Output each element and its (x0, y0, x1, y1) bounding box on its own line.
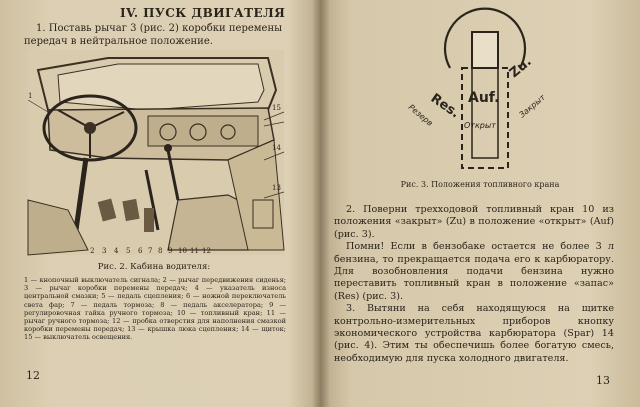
callout-9: 9 (168, 247, 173, 255)
callout-7: 7 (148, 247, 153, 255)
fuel-valve-diagram (406, 8, 560, 180)
label-closed: Закрыт (517, 92, 547, 120)
page-number-right: 13 (596, 374, 610, 387)
page-number-left: 12 (26, 369, 40, 382)
callout-12: 12 (202, 247, 211, 255)
figure-2-legend: 1 — кнопочный выключатель сигнала; 2 — рычаг передвижения сиденья; 3 — рычаг коробки перемены передач; 4 — указатель износа центральной смазки; 5 — педаль сцепления; 6 — ножной переключатель света фар; 7 — педаль тормоза; 8 — педаль акселератора; 9 — регулировочная гайка ручного тормоза; 10 — топливный кран; 11 — рычаг ручного тормоза; 12 — пробка отверстия для наполнения смазкой коробки перемены передач; 13 — крышка люка сцепления; 14 — щиток; 15 — выключатель освещения. (24, 276, 286, 342)
right-page-text (334, 204, 614, 365)
callout-5: 5 (126, 247, 131, 255)
figure-2-caption: Рис. 2. Кабина водителя: (97, 262, 211, 272)
label-res: Res. (427, 90, 463, 122)
callout-1: 1 (28, 92, 33, 100)
callout-11: 11 (190, 247, 199, 255)
step-1-text: 1. Поставь рычаг 3 (рис. 2) коробки перемены передач в нейтральное положение. (24, 23, 283, 47)
callout-14: 14 (272, 144, 281, 152)
label-auf: Auf. (468, 90, 500, 106)
label-zu: Zu. (506, 54, 535, 82)
label-open: Открыт (464, 121, 496, 130)
section-heading: IV. ПУСК ДВИГАТЕЛЯ (120, 6, 286, 20)
figure-3-caption: Рис. 3. Положения топливного крана (400, 180, 560, 189)
callout-8: 8 (158, 247, 163, 255)
callout-13: 13 (272, 184, 281, 192)
right-page (320, 0, 640, 407)
callout-2: 2 (90, 247, 95, 255)
callout-15: 15 (272, 104, 281, 112)
step-3-text: 3. Вытяни на себя находящуюся на щитке контрольно-измерительных приборов кнопку экономического устройства карбюратора (Spar) 14 (рис. 4). Этим ты обеспечишь более богатую смесь, необходимую для пуска холодного двигателя. (334, 303, 614, 364)
callout-3: 3 (102, 247, 107, 255)
callout-10: 10 (178, 247, 187, 255)
callout-6: 6 (138, 247, 143, 255)
callout-4: 4 (114, 247, 119, 255)
step-2-text: 2. Поверни трехходовой топливный кран 10 из положения «закрыт» (Zu) в положение «открыт» (Auf) (рис. 3). (334, 204, 614, 240)
cabin-illustration (28, 50, 284, 255)
note-text: Помни! Если в бензобаке остается не более 3 л бензина, то прекращается подача его к карбюратору. Для возобновления подачи бензина нужно переставить топливный кран в положение «запас» (Res) (рис. 3). (334, 241, 614, 302)
label-reserve: Резерв (406, 102, 435, 128)
